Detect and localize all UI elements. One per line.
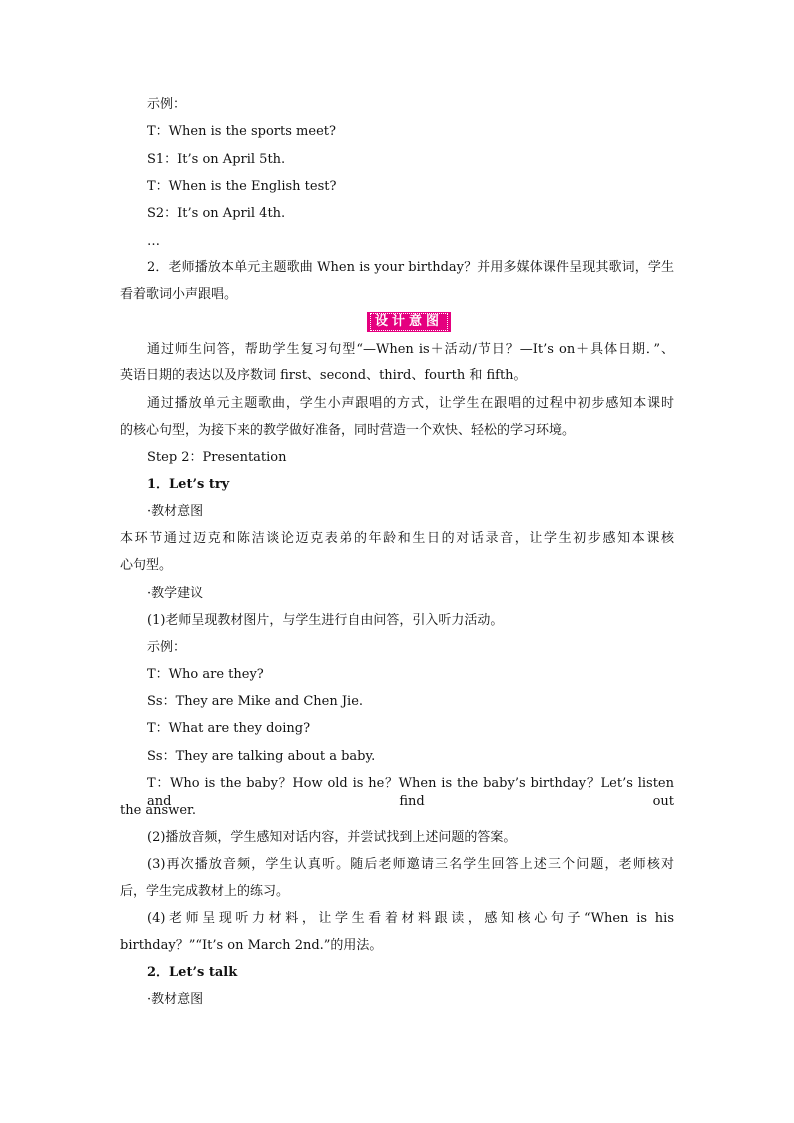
paragraph-line: 通过师生问答，帮助学生复习句型“—When is＋活动/节日？—It’s on＋具体日期．”、 — [147, 342, 674, 357]
dialog-line: T：What are they doing? — [147, 721, 311, 736]
dialog-line: T：When is the English test? — [147, 179, 337, 194]
section-heading: 2．Let’s talk — [147, 965, 238, 980]
paragraph-line: birthday？”“It’s on March 2nd.”的用法。 — [120, 938, 383, 953]
paragraph-line: 通过播放单元主题歌曲，学生小声跟唱的方式，让学生在跟唱的过程中初步感知本课时 — [147, 396, 674, 411]
dialog-line: T：Who are they? — [147, 667, 264, 682]
subheading: ·教材意图 — [147, 504, 204, 519]
ellipsis: … — [147, 234, 160, 249]
paragraph-line: 本环节通过迈克和陈洁谈论迈克表弟的年龄和生日的对话录音，让学生初步感知本课核 — [120, 531, 674, 546]
paragraph-line: 看着歌词小声跟唱。 — [120, 287, 238, 302]
dialog-line: T：When is the sports meet? — [147, 124, 336, 139]
example-label: 示例： — [147, 640, 187, 655]
paragraph-line: (1)老师呈现教材图片，与学生进行自由问答，引入听力活动。 — [147, 613, 504, 628]
paragraph-line: 后，学生完成教材上的练习。 — [120, 884, 290, 899]
example-label: 示例： — [147, 97, 187, 112]
dialog-line: T：Who is the baby？How old is he？When is the baby’s birthday？Let’s listen and find out — [147, 776, 674, 809]
paragraph-line: 2．老师播放本单元主题歌曲 When is your birthday？并用多媒体课件呈现其歌词，学生 — [147, 260, 674, 275]
paragraph-line: (4)老师呈现听力材料，让学生看着材料跟读，感知核心句子“When is his — [147, 911, 674, 926]
dialog-line: Ss：They are talking about a baby. — [147, 749, 376, 764]
paragraph-line: 英语日期的表达以及序数词 first、second、third、fourth 和 fifth。 — [120, 368, 527, 383]
paragraph-line: (3)再次播放音频，学生认真听。随后老师邀请三名学生回答上述三个问题，老师核对 — [147, 857, 674, 872]
section-heading: 1．Let’s try — [147, 477, 230, 492]
design-intent-banner — [367, 312, 451, 332]
dialog-line: S1：It’s on April 5th. — [147, 152, 286, 167]
paragraph-line: (2)播放音频，学生感知对话内容，并尝试找到上述问题的答案。 — [147, 830, 517, 845]
dialog-line: S2：It’s on April 4th. — [147, 206, 286, 221]
dialog-line: the answer. — [120, 803, 196, 818]
subheading: ·教学建议 — [147, 586, 204, 601]
dialog-line: Ss：They are Mike and Chen Jie. — [147, 694, 364, 709]
subheading: ·教材意图 — [147, 992, 204, 1007]
paragraph-line: 的核心句型，为接下来的教学做好准备，同时营造一个欢快、轻松的学习环境。 — [120, 423, 576, 438]
step-heading: Step 2：Presentation — [147, 450, 287, 465]
banner-label: 设计意图 — [370, 313, 448, 331]
paragraph-line: 心句型。 — [120, 558, 173, 573]
